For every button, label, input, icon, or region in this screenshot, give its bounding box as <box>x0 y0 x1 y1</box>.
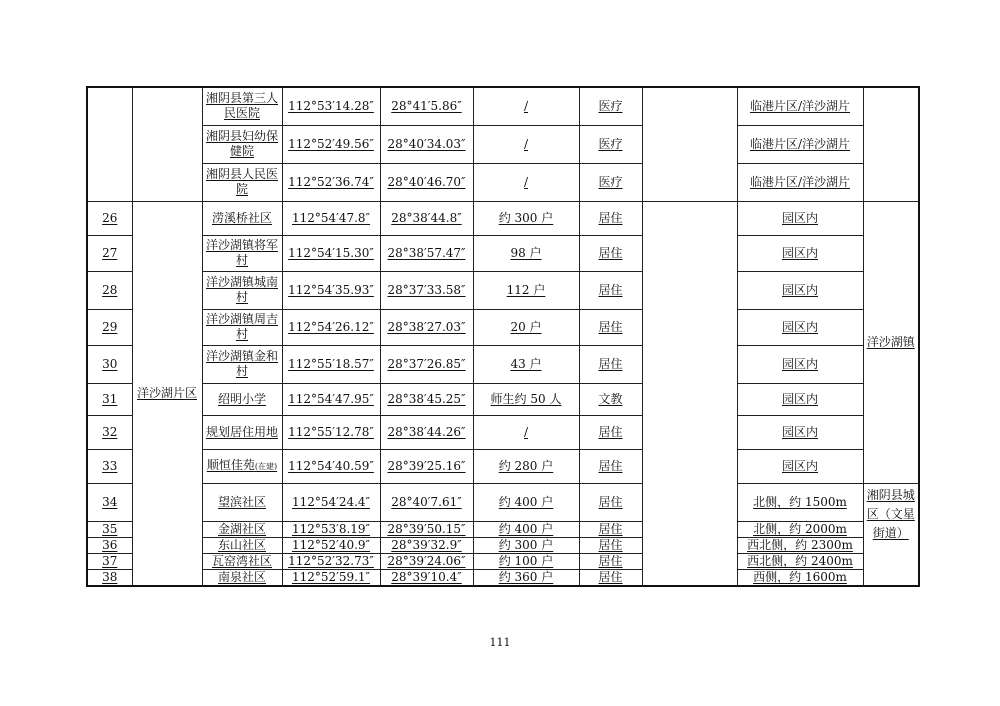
location-cell: 园区内 <box>737 415 863 449</box>
location-cell: 西北侧，约 2300m <box>737 537 863 553</box>
lat-cell: 28°38′57.47″ <box>380 235 473 271</box>
location-cell: 园区内 <box>737 345 863 383</box>
lon-cell: 112°53′8.19″ <box>282 521 380 537</box>
scale-cell: 约 360 户 <box>473 569 579 586</box>
type-cell: 居住 <box>579 201 642 235</box>
lat-cell: 28°39′25.16″ <box>380 449 473 483</box>
no-cell: 28 <box>87 271 132 309</box>
lon-cell: 112°54′35.93″ <box>282 271 380 309</box>
lon-cell: 112°54′15.30″ <box>282 235 380 271</box>
lon-cell: 112°54′40.59″ <box>282 449 380 483</box>
location-cell: 园区内 <box>737 309 863 345</box>
scale-cell: 112 户 <box>473 271 579 309</box>
table-row <box>87 383 919 415</box>
lat-cell: 28°41′5.86″ <box>380 87 473 125</box>
scale-cell: 约 400 户 <box>473 521 579 537</box>
type-cell: 医疗 <box>579 163 642 201</box>
table-row <box>87 201 919 235</box>
name-cell: 南泉社区 <box>202 569 282 586</box>
no-cell: 34 <box>87 483 132 521</box>
scale-cell: / <box>473 415 579 449</box>
name-text: 顺恒佳苑 <box>206 458 255 472</box>
town-cell: 洋沙湖镇 <box>863 201 919 483</box>
location-cell: 北侧，约 2000m <box>737 521 863 537</box>
lat-cell: 28°38′27.03″ <box>380 309 473 345</box>
scale-cell: / <box>473 87 579 125</box>
town-cell: 湘阴县城区（文星街道） <box>863 483 919 586</box>
no-cell: 37 <box>87 553 132 569</box>
lon-cell: 112°55′12.78″ <box>282 415 380 449</box>
lat-cell: 28°37′33.58″ <box>380 271 473 309</box>
type-cell: 居住 <box>579 569 642 586</box>
name-cell: 湘阴县第三人民医院 <box>202 87 282 125</box>
table-row <box>87 163 919 201</box>
lat-cell: 28°40′46.70″ <box>380 163 473 201</box>
scale-cell: 20 户 <box>473 309 579 345</box>
location-cell: 园区内 <box>737 235 863 271</box>
location-cell: 园区内 <box>737 271 863 309</box>
scale-cell: 98 户 <box>473 235 579 271</box>
no-cell: 31 <box>87 383 132 415</box>
name-cell: 洋沙湖镇城南村 <box>202 271 282 309</box>
type-cell: 居住 <box>579 449 642 483</box>
table-row <box>87 521 919 537</box>
name-cell: 金湖社区 <box>202 521 282 537</box>
lon-cell: 112°52′49.56″ <box>282 125 380 163</box>
blank-cell <box>642 201 737 586</box>
type-cell: 文教 <box>579 383 642 415</box>
type-cell: 居住 <box>579 553 642 569</box>
lat-cell: 28°38′45.25″ <box>380 383 473 415</box>
table-row <box>87 483 919 521</box>
lon-cell: 112°54′24.4″ <box>282 483 380 521</box>
scale-cell: 43 户 <box>473 345 579 383</box>
type-cell: 居住 <box>579 521 642 537</box>
location-cell: 西侧，约 1600m <box>737 569 863 586</box>
lon-cell: 112°52′32.73″ <box>282 553 380 569</box>
lat-cell: 28°40′34.03″ <box>380 125 473 163</box>
name-cell: 湘阴县妇幼保健院 <box>202 125 282 163</box>
name-cell: 望滨社区 <box>202 483 282 521</box>
name-cell <box>202 449 282 483</box>
table-row <box>87 271 919 309</box>
table-row <box>87 449 919 483</box>
lon-cell: 112°52′59.1″ <box>282 569 380 586</box>
scale-cell: 约 400 户 <box>473 483 579 521</box>
table-row <box>87 345 919 383</box>
table-row <box>87 309 919 345</box>
name-cell: 瓦窑湾社区 <box>202 553 282 569</box>
location-cell: 园区内 <box>737 201 863 235</box>
table-row <box>87 125 919 163</box>
location-cell: 西北侧，约 2400m <box>737 553 863 569</box>
no-cell: 26 <box>87 201 132 235</box>
scale-cell: 约 280 户 <box>473 449 579 483</box>
name-cell: 洋沙湖镇将军村 <box>202 235 282 271</box>
location-cell: 临港片区/洋沙湖片 <box>737 87 863 125</box>
lat-cell: 28°39′24.06″ <box>380 553 473 569</box>
location-cell: 临港片区/洋沙湖片 <box>737 163 863 201</box>
scale-cell: 约 300 户 <box>473 537 579 553</box>
no-cell: 38 <box>87 569 132 586</box>
lat-cell: 28°38′44.8″ <box>380 201 473 235</box>
no-cell: 30 <box>87 345 132 383</box>
lat-cell: 28°39′10.4″ <box>380 569 473 586</box>
type-cell: 居住 <box>579 271 642 309</box>
scale-cell: / <box>473 163 579 201</box>
lon-cell: 112°52′36.74″ <box>282 163 380 201</box>
table-row <box>87 415 919 449</box>
type-cell: 居住 <box>579 235 642 271</box>
sensitive-targets-table <box>86 86 920 587</box>
location-cell: 园区内 <box>737 383 863 415</box>
table-row <box>87 87 919 125</box>
name-cell: 绍明小学 <box>202 383 282 415</box>
location-cell: 临港片区/洋沙湖片 <box>737 125 863 163</box>
scale-cell: 约 100 户 <box>473 553 579 569</box>
no-cell: 36 <box>87 537 132 553</box>
scale-cell: / <box>473 125 579 163</box>
type-cell: 居住 <box>579 537 642 553</box>
no-cell: 35 <box>87 521 132 537</box>
lat-cell: 28°39′32.9″ <box>380 537 473 553</box>
area-cell: 洋沙湖片区 <box>132 201 202 586</box>
table-row <box>87 553 919 569</box>
town-cell <box>863 87 919 201</box>
name-cell: 东山社区 <box>202 537 282 553</box>
scale-cell: 约 300 户 <box>473 201 579 235</box>
no-cell: 29 <box>87 309 132 345</box>
type-cell: 居住 <box>579 345 642 383</box>
lat-cell: 28°40′7.61″ <box>380 483 473 521</box>
name-cell: 规划居住用地 <box>202 415 282 449</box>
lat-cell: 28°38′44.26″ <box>380 415 473 449</box>
type-cell: 医疗 <box>579 87 642 125</box>
type-cell: 居住 <box>579 309 642 345</box>
name-cell: 洋沙湖镇金和村 <box>202 345 282 383</box>
no-cell <box>87 87 132 201</box>
lon-cell: 112°52′40.9″ <box>282 537 380 553</box>
location-cell: 园区内 <box>737 449 863 483</box>
lon-cell: 112°54′47.95″ <box>282 383 380 415</box>
no-cell: 32 <box>87 415 132 449</box>
table-row <box>87 537 919 553</box>
scale-cell: 师生约 50 人 <box>473 383 579 415</box>
lon-cell: 112°54′26.12″ <box>282 309 380 345</box>
area-cell <box>132 87 202 201</box>
name-cell: 湘阴县人民医院 <box>202 163 282 201</box>
name-cell: 涝溪桥社区 <box>202 201 282 235</box>
type-cell: 居住 <box>579 483 642 521</box>
lat-cell: 28°37′26.85″ <box>380 345 473 383</box>
table-row <box>87 235 919 271</box>
table-row <box>87 569 919 586</box>
type-cell: 居住 <box>579 415 642 449</box>
blank-cell <box>642 87 737 201</box>
name-cell: 洋沙湖镇周吉村 <box>202 309 282 345</box>
type-cell: 医疗 <box>579 125 642 163</box>
lon-cell: 112°54′47.8″ <box>282 201 380 235</box>
lon-cell: 112°55′18.57″ <box>282 345 380 383</box>
page-number: 111 <box>489 636 511 649</box>
no-cell: 33 <box>87 449 132 483</box>
no-cell: 27 <box>87 235 132 271</box>
lat-cell: 28°39′50.15″ <box>380 521 473 537</box>
name-note: (在建) <box>254 462 278 471</box>
lon-cell: 112°53′14.28″ <box>282 87 380 125</box>
location-cell: 北侧，约 1500m <box>737 483 863 521</box>
